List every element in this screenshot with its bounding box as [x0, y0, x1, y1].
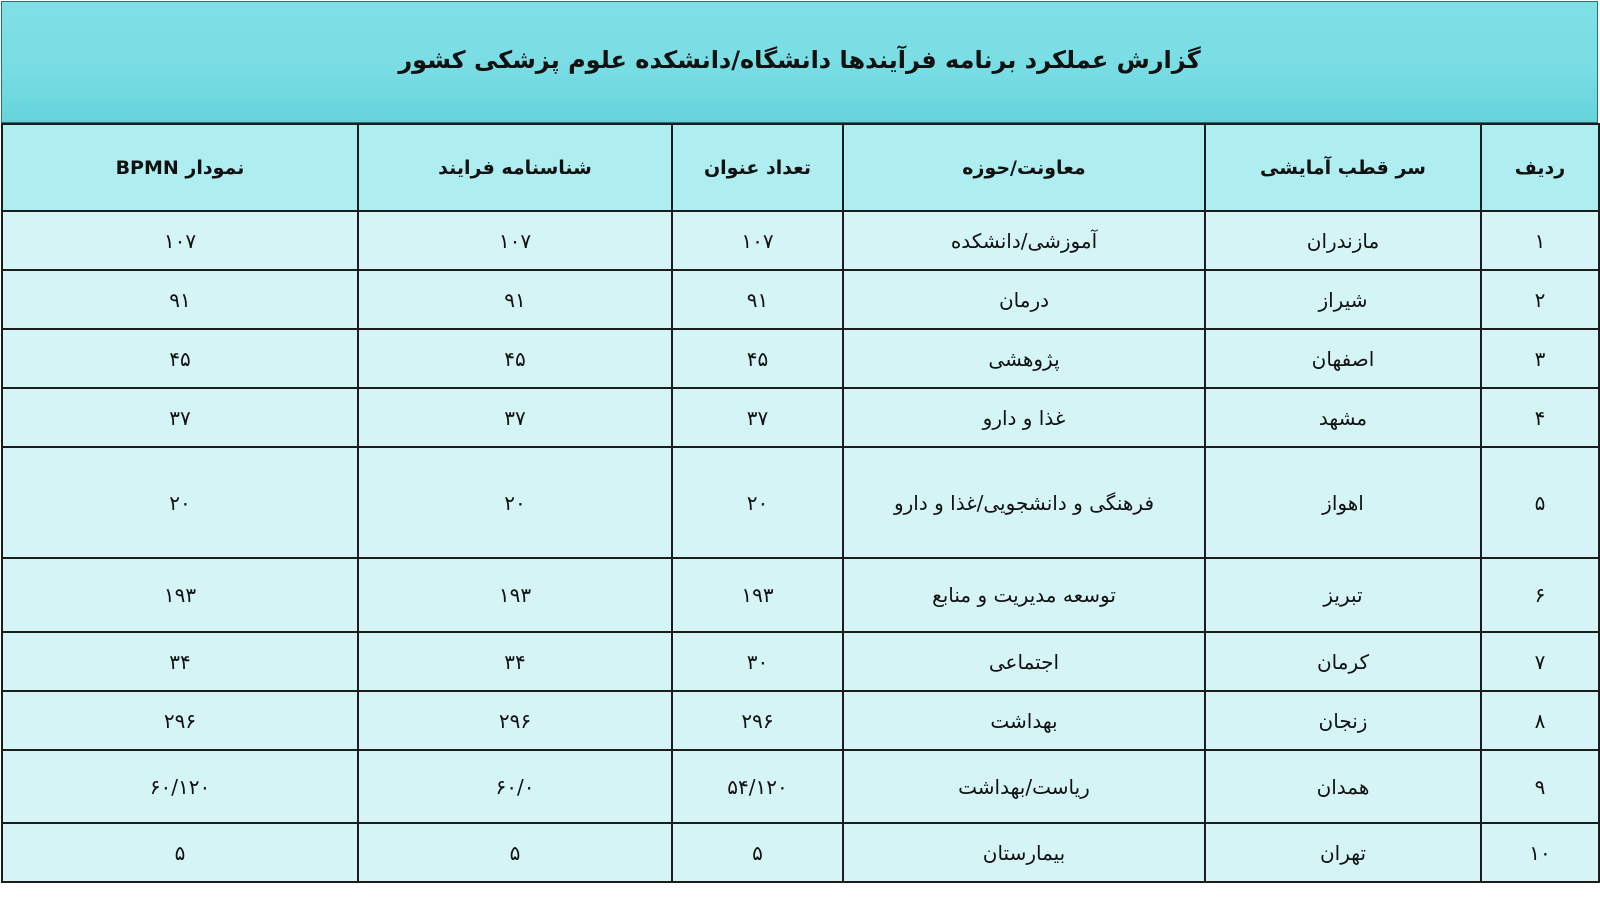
- deputy-cell: توسعه مدیریت و منابع: [843, 558, 1205, 632]
- process-id-cell: ۱۰۷: [358, 211, 672, 270]
- header-process-id: شناسنامه فرایند: [358, 124, 672, 211]
- title-count-cell: ۱۹۳: [672, 558, 843, 632]
- report-title: گزارش عملکرد برنامه فرآیندها دانشگاه/دانشکده علوم پزشکی کشور: [398, 46, 1201, 74]
- title-count-cell: ۳۰: [672, 632, 843, 691]
- process-id-cell: ۶۰/۰: [358, 750, 672, 823]
- row-number-cell: ۷: [1481, 632, 1599, 691]
- deputy-cell: پژوهشی: [843, 329, 1205, 388]
- bpmn-cell: ۹۱: [2, 270, 358, 329]
- header-pole-head: سر قطب آمایشی: [1205, 124, 1481, 211]
- header-title-count: تعداد عنوان: [672, 124, 843, 211]
- table-row: [2, 823, 1599, 882]
- title-count-cell: ۹۱: [672, 270, 843, 329]
- pole-head-cell: زنجان: [1205, 691, 1481, 750]
- process-id-cell: ۳۴: [358, 632, 672, 691]
- table-row: [2, 388, 1599, 447]
- deputy-cell: ریاست/بهداشت: [843, 750, 1205, 823]
- pole-head-cell: اصفهان: [1205, 329, 1481, 388]
- row-number-cell: ۱: [1481, 211, 1599, 270]
- deputy-cell: فرهنگی و دانشجویی/غذا و دارو: [843, 447, 1205, 558]
- title-count-cell: ۱۰۷: [672, 211, 843, 270]
- row-number-cell: ۲: [1481, 270, 1599, 329]
- table-row: [2, 270, 1599, 329]
- title-count-cell: ۴۵: [672, 329, 843, 388]
- row-number-cell: ۸: [1481, 691, 1599, 750]
- deputy-cell: آموزشی/دانشکده: [843, 211, 1205, 270]
- process-report-table: [1, 123, 1600, 883]
- bpmn-cell: ۲۰: [2, 447, 358, 558]
- row-number-cell: ۶: [1481, 558, 1599, 632]
- bpmn-cell: ۱۹۳: [2, 558, 358, 632]
- table-header-row: [2, 124, 1599, 211]
- pole-head-cell: تبریز: [1205, 558, 1481, 632]
- title-count-cell: ۲۰: [672, 447, 843, 558]
- process-id-cell: ۲۰: [358, 447, 672, 558]
- deputy-cell: درمان: [843, 270, 1205, 329]
- pole-head-cell: تهران: [1205, 823, 1481, 882]
- bpmn-cell: ۳۴: [2, 632, 358, 691]
- deputy-cell: بیمارستان: [843, 823, 1205, 882]
- bpmn-cell: ۴۵: [2, 329, 358, 388]
- title-count-cell: ۲۹۶: [672, 691, 843, 750]
- pole-head-cell: شیراز: [1205, 270, 1481, 329]
- process-id-cell: ۹۱: [358, 270, 672, 329]
- pole-head-cell: کرمان: [1205, 632, 1481, 691]
- header-deputy: معاونت/حوزه: [843, 124, 1205, 211]
- row-number-cell: ۳: [1481, 329, 1599, 388]
- deputy-cell: بهداشت: [843, 691, 1205, 750]
- row-number-cell: ۹: [1481, 750, 1599, 823]
- pole-head-cell: اهواز: [1205, 447, 1481, 558]
- header-row-number: ردیف: [1481, 124, 1599, 211]
- pole-head-cell: مازندران: [1205, 211, 1481, 270]
- table-row: [2, 558, 1599, 632]
- report-title-bar: [1, 1, 1598, 123]
- process-id-cell: ۲۹۶: [358, 691, 672, 750]
- bpmn-cell: ۱۰۷: [2, 211, 358, 270]
- bpmn-cell: ۳۷: [2, 388, 358, 447]
- table-row: [2, 329, 1599, 388]
- table-row: [2, 691, 1599, 750]
- process-id-cell: ۴۵: [358, 329, 672, 388]
- bpmn-cell: ۲۹۶: [2, 691, 358, 750]
- process-id-cell: ۱۹۳: [358, 558, 672, 632]
- title-count-cell: ۵۴/۱۲۰: [672, 750, 843, 823]
- header-bpmn: نمودار BPMN: [2, 124, 358, 211]
- table-row: [2, 447, 1599, 558]
- process-id-cell: ۵: [358, 823, 672, 882]
- bpmn-cell: ۵: [2, 823, 358, 882]
- row-number-cell: ۴: [1481, 388, 1599, 447]
- bpmn-cell: ۶۰/۱۲۰: [2, 750, 358, 823]
- table-row: [2, 750, 1599, 823]
- row-number-cell: ۵: [1481, 447, 1599, 558]
- title-count-cell: ۳۷: [672, 388, 843, 447]
- title-count-cell: ۵: [672, 823, 843, 882]
- pole-head-cell: همدان: [1205, 750, 1481, 823]
- deputy-cell: اجتماعی: [843, 632, 1205, 691]
- table-row: [2, 211, 1599, 270]
- process-id-cell: ۳۷: [358, 388, 672, 447]
- table-row: [2, 632, 1599, 691]
- row-number-cell: ۱۰: [1481, 823, 1599, 882]
- deputy-cell: غذا و دارو: [843, 388, 1205, 447]
- pole-head-cell: مشهد: [1205, 388, 1481, 447]
